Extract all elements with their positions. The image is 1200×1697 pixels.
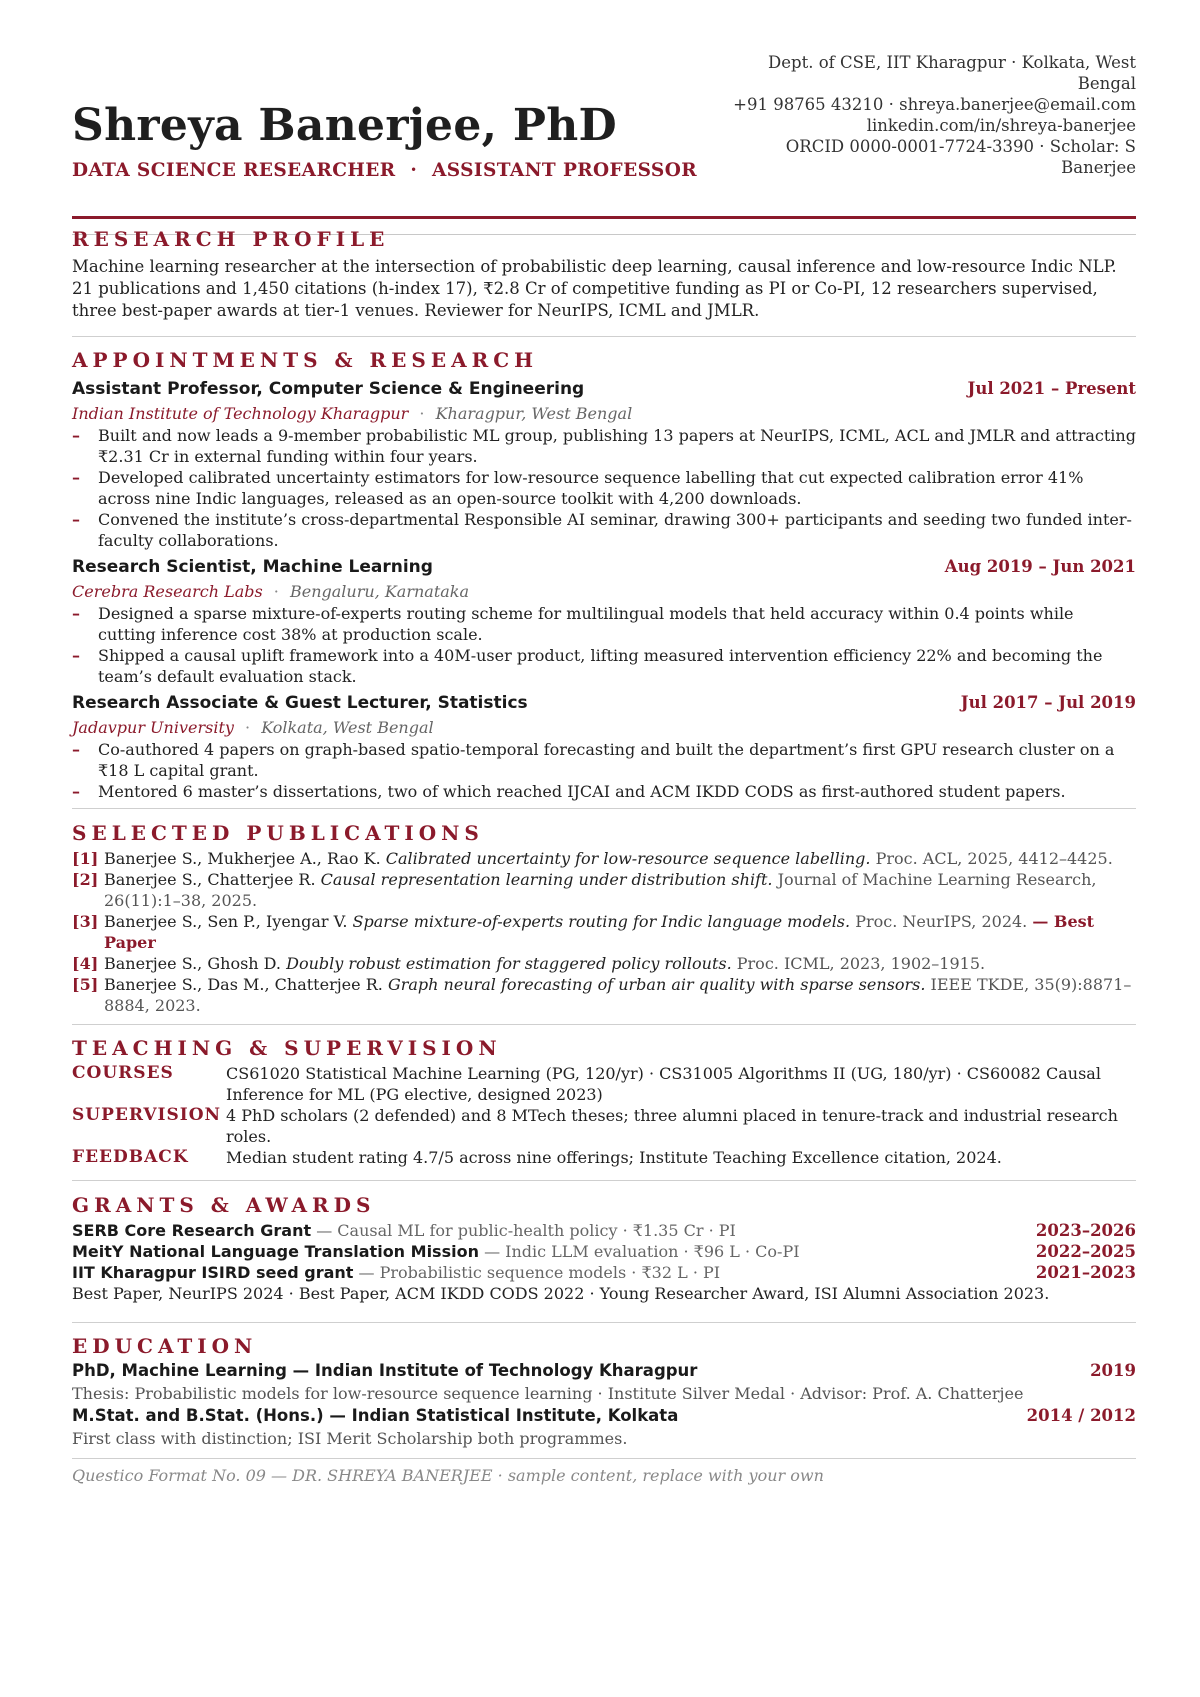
dash-marker: – [72,604,80,623]
org-separator: · [245,718,251,737]
education-year: 2014 / 2012 [1026,1406,1136,1425]
publication-item [72,869,1136,911]
job-org-line [72,717,1136,739]
publication-authors: Banerjee S., Chatterjee R. [104,870,316,889]
job-dates: Jul 2017 – Jul 2019 [960,693,1136,712]
contact-orcid-scholar[interactable]: ORCID 0000-0001-7724-3390 · Scholar: S [785,137,1136,156]
grant-row [72,1241,1136,1262]
candidate-name: Shreya Banerjee, PhD [72,100,617,151]
publication-authors: Banerjee S., Das M., Chatterjee R. [104,975,383,994]
page-footer: Questico Format No. 09 — DR. SHREYA BANERJEE · sample content, replace with your own [72,1466,824,1485]
role-secondary: ASSISTANT PROFESSOR [432,160,697,181]
job-bullets [72,739,1136,802]
publication-authors: Banerjee S., Ghosh D. [104,954,282,973]
publication-number: [2] [72,870,99,889]
section-title-appointments: APPOINTMENTS & RESEARCH [72,348,539,372]
job-org: Indian Institute of Technology Kharagpur [72,404,409,423]
contact-scholar-cont: Banerjee [1061,158,1136,177]
bullet-item [72,509,1136,551]
section-profile [72,226,1136,322]
profile-summary: Machine learning researcher at the intersection of probabilistic deep learning, causal inference and low-resource Indic NLP. 21 publications and 1,450 citations (h-index 17), ₹2.8 Cr of competitive funding as PI or Co-PI, 12 researchers supervised, three best-paper awards at tier-1 venues. Reviewer for NeurIPS, ICML and JMLR. [72,257,1117,320]
bullet-item [72,603,1136,645]
job-dates: Jul 2021 – Present [967,379,1136,398]
bullet-text: Developed calibrated uncertainty estimators for low-resource sequence labelling that cut expected calibration error 41% across nine Indic languages, released as an open-source toolkit with 4,200 downloads. [98,468,1084,508]
divider [72,808,1136,809]
org-separator: · [273,582,279,601]
grant-name: MeitY National Language Translation Mission [72,1242,479,1261]
education-note: First class with distinction; ISI Merit Scholarship both programmes. [72,1429,628,1448]
education-degree: M.Stat. and B.Stat. (Hons.) — Indian Statistical Institute, Kolkata [72,1406,679,1425]
teaching-row [72,1063,1136,1105]
job-entry [72,557,1136,687]
dash-marker: – [72,510,80,529]
publication-title: Calibrated uncertainty for low-resource sequence labelling. [385,849,871,868]
teaching-text: 4 PhD scholars (2 defended) and 8 MTech theses; three alumni placed in tenure-track and industrial research roles. [226,1106,1118,1146]
job-bullets [72,425,1136,551]
job-title: Research Associate & Guest Lecturer, Statistics [72,693,528,713]
contact-address-cont: Bengal [1077,74,1136,93]
teaching-text: CS61020 Statistical Machine Learning (PG, 120/yr) · CS31005 Algorithms II (UG, 180/yr) · CS60082 Causal Inference for ML (PG elective, designed 2023) [226,1064,1101,1104]
dash-marker: – [72,646,80,665]
publication-item [72,974,1136,1016]
bullet-item [72,425,1136,467]
divider [72,1180,1136,1181]
bullet-text: Built and now leads a 9-member probabilistic ML group, publishing 13 papers at NeurIPS, ICML, ACL and JMLR and attracting ₹2.31 Cr in external funding within four years. [98,426,1136,466]
grant-row [72,1220,1136,1241]
bullet-text: Co-authored 4 papers on graph-based spatio-temporal forecasting and built the department’s first GPU research cluster on a ₹18 L capital grant. [98,740,1115,780]
education-note: Thesis: Probabilistic models for low-resource sequence learning · Institute Silver Medal · Advisor: Prof. A. Chatterjee [72,1384,1024,1403]
divider [72,336,1136,337]
publication-venue: Journal of Machine Learning Research, 26(11):1–38, 2025. [104,870,1097,910]
section-grants [72,1192,1136,1304]
grant-detail: — Causal ML for public-health policy · ₹1.35 Cr · PI [316,1221,736,1240]
bullet-text: Shipped a causal uplift framework into a 40M-user product, lifting measured intervention efficiency 22% and becoming the team’s default evaluation stack. [98,646,1103,686]
bullet-text: Convened the institute’s cross-departmental Responsible AI seminar, drawing 300+ participants and seeding two funded inter-faculty collaborations. [98,510,1132,550]
job-location: Kharagpur, West Bengal [435,404,633,423]
education-degree: PhD, Machine Learning — Indian Institute of Technology Kharagpur [72,1361,698,1380]
grant-years: 2023–2026 [1035,1221,1136,1240]
teaching-row [72,1105,1136,1147]
section-title-education: EDUCATION [72,1334,258,1358]
divider [72,1322,1136,1323]
bullet-text: Designed a sparse mixture-of-experts routing scheme for multilingual models that held accuracy within 0.4 points while cutting inference cost 38% at production scale. [98,604,1074,644]
contact-phone-email[interactable]: +91 98765 43210 · shreya.banerjee@email.com [733,95,1136,114]
job-title: Assistant Professor, Computer Science & Engineering [72,379,585,399]
candidate-roles [72,160,697,181]
publication-venue: Proc. ACL, 2025, 4412–4425. [875,849,1113,868]
publication-venue: Proc. NeurIPS, 2024. [855,912,1028,931]
teaching-list [72,1063,1136,1168]
dash-marker: – [72,426,80,445]
contact-address: Dept. of CSE, IIT Kharagpur · Kolkata, West [768,53,1136,72]
publication-item [72,911,1136,953]
awards-line: Best Paper, NeurIPS 2024 · Best Paper, ACM IKDD CODS 2022 · Young Researcher Award, ISI Alumni Association 2023. [72,1284,1050,1303]
publication-authors: Banerjee S., Sen P., Iyengar V. [104,912,348,931]
publication-venue: Proc. ICML, 2023, 1902–1915. [736,954,986,973]
education-entry [72,1406,1136,1449]
contact-block [716,52,1136,178]
publication-title: Doubly robust estimation for staggered policy rollouts. [286,954,732,973]
teaching-label: COURSES [72,1063,174,1083]
divider [72,1458,1136,1459]
job-location: Bengaluru, Karnataka [289,582,470,601]
publication-number: [4] [72,954,99,973]
bullet-text: Mentored 6 master’s dissertations, two of which reached IJCAI and ACM IKDD CODS as first-authored student papers. [98,782,1066,801]
grant-name: IIT Kharagpur ISIRD seed grant [72,1263,354,1282]
role-separator: · [410,160,418,181]
grant-list [72,1220,1136,1304]
publication-item [72,848,1136,869]
grant-detail: — Indic LLM evaluation · ₹96 L · Co-PI [484,1242,800,1261]
dash-marker: – [72,468,80,487]
role-primary: DATA SCIENCE RESEARCHER [72,160,396,181]
publication-list [72,848,1136,1016]
section-title-profile: RESEARCH PROFILE [72,227,390,251]
grant-row [72,1262,1136,1283]
publication-number: [3] [72,912,99,931]
publication-number: [1] [72,849,99,868]
section-teaching [72,1035,1136,1168]
job-org-line [72,403,1136,425]
publication-authors: Banerjee S., Mukherjee A., Rao K. [104,849,381,868]
org-separator: · [419,404,425,423]
job-org: Cerebra Research Labs [72,582,263,601]
publication-title: Causal representation learning under distribution shift. [320,870,773,889]
publication-title: Sparse mixture-of-experts routing for Indic language models. [352,912,851,931]
bullet-item [72,739,1136,781]
job-bullets [72,603,1136,687]
dash-marker: – [72,782,80,801]
section-title-teaching: TEACHING & SUPERVISION [72,1036,502,1060]
job-entry [72,693,1136,802]
education-year: 2019 [1090,1361,1136,1380]
education-entry [72,1361,1136,1404]
publication-venue: IEEE TKDE, 35(9):8871–8884, 2023. [104,975,1132,1015]
resume-page [72,0,1136,1697]
grant-detail: — Probabilistic sequence models · ₹32 L · PI [358,1263,721,1282]
job-location: Kolkata, West Bengal [261,718,434,737]
publication-number: [5] [72,975,99,994]
section-publications [72,820,1136,1016]
job-dates: Aug 2019 – Jun 2021 [944,557,1136,576]
divider [72,1024,1136,1025]
grant-years: 2021–2023 [1035,1263,1136,1282]
job-entry [72,379,1136,551]
education-list [72,1361,1136,1449]
teaching-label: FEEDBACK [72,1147,189,1167]
teaching-row [72,1147,1136,1168]
resume-header [72,52,1136,217]
publication-award: — Best Paper [104,912,1095,952]
section-education [72,1333,1136,1449]
publication-item [72,953,1136,974]
header-rule-thick [72,216,1136,219]
job-title: Research Scientist, Machine Learning [72,557,433,577]
grant-name: SERB Core Research Grant [72,1221,312,1240]
bullet-item [72,645,1136,687]
bullet-item [72,781,1136,802]
job-org: Jadavpur University [72,718,234,737]
job-org-line [72,581,1136,603]
teaching-text: Median student rating 4.7/5 across nine offerings; Institute Teaching Excellence citation, 2024. [226,1148,1002,1167]
grant-years: 2022–2025 [1035,1242,1136,1261]
publication-title: Graph neural forecasting of urban air quality with sparse sensors. [387,975,926,994]
section-title-grants: GRANTS & AWARDS [72,1193,376,1217]
section-title-publications: SELECTED PUBLICATIONS [72,821,484,845]
bullet-item [72,467,1136,509]
section-appointments [72,347,1136,802]
teaching-label: SUPERVISION [72,1105,222,1125]
dash-marker: – [72,740,80,759]
contact-linkedin[interactable]: linkedin.com/in/shreya-banerjee [866,116,1136,135]
